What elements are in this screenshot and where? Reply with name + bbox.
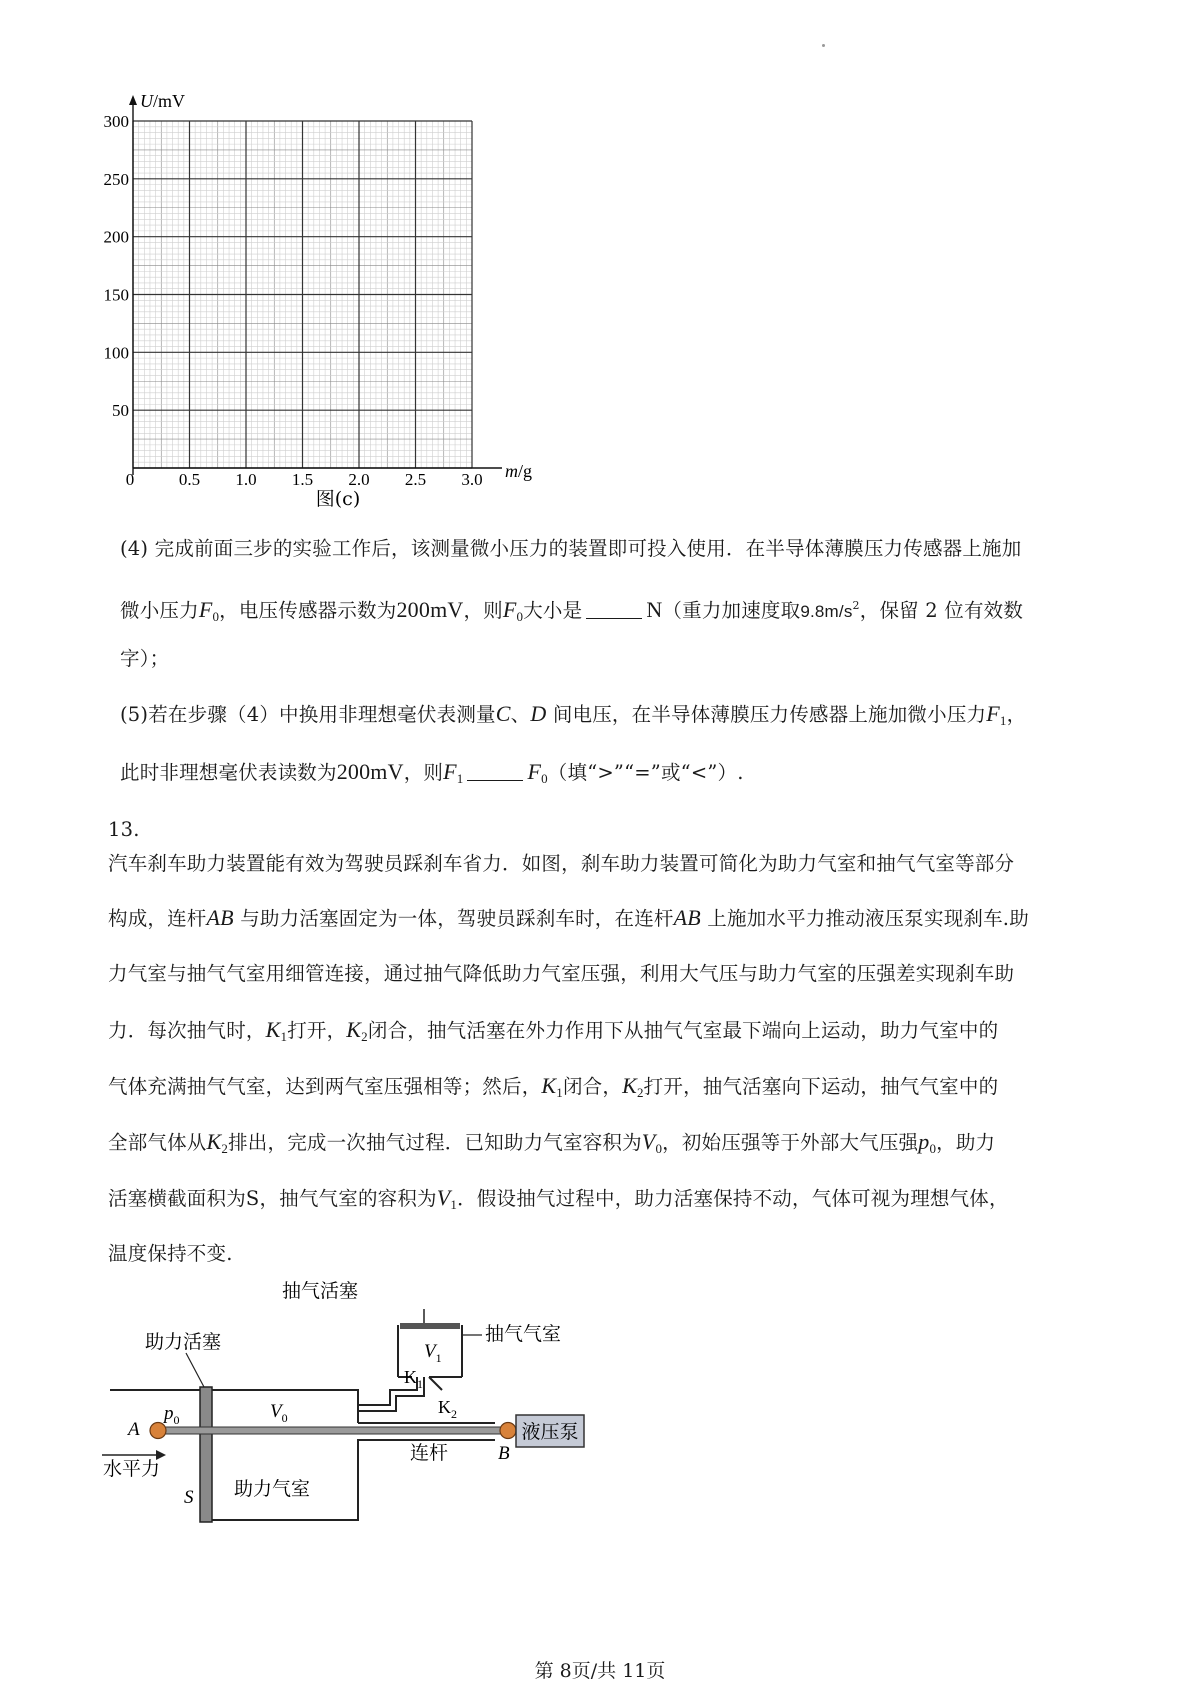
q13-line7: 活塞横截面积为S，抽气气室的容积为$V_1$．假设抽气过程中，助力活塞保持不动，气体可视为理想气体， <box>108 1185 1009 1212</box>
answer-blank-f0[interactable] <box>586 600 642 619</box>
rod-label: 连杆 <box>410 1442 449 1464</box>
y-tick-label: 150 <box>103 285 129 305</box>
x-tick-label: 2.5 <box>404 470 427 489</box>
point-b-ball <box>500 1423 516 1439</box>
q4-line2: 微小压力$F_0$，电压传感器示数为200mV，则$F_0$大小是 N（重力加速度取$9.8m/s^2$，保留 2 位有效数 <box>120 597 1024 624</box>
label-v0: $V_0$ <box>270 1401 288 1425</box>
y-tick-label: 50 <box>112 401 129 421</box>
booster-chamber-label: 助力气室 <box>234 1478 311 1500</box>
label-k2: $K_2$ <box>438 1397 457 1421</box>
pump-piston-label: 抽气活塞 <box>282 1280 359 1302</box>
hydraulic-pump-label: 液压泵 <box>521 1421 579 1443</box>
y-axis-arrow <box>129 95 137 105</box>
q13-line3: 力气室与抽气气室用细管连接，通过抽气降低助力气室压强，利用大气压与助力气室的压强差实现刹车助 <box>108 962 1015 985</box>
point-a-ball <box>150 1423 166 1439</box>
label-s: S <box>184 1487 194 1508</box>
q13-line2: 构成，连杆AB 与助力活塞固定为一体，驾驶员踩刹车时，在连杆AB 上施加水平力推动液压泵实现刹车.助 <box>108 905 1029 930</box>
q13-line8: 温度保持不变. <box>108 1242 233 1265</box>
label-a: A <box>128 1419 140 1440</box>
pump-piston <box>400 1323 460 1329</box>
label-v1: $V_1$ <box>424 1341 442 1365</box>
x-axis-label: m/g <box>505 461 533 481</box>
valve-k2 <box>429 1377 442 1390</box>
x-tick-label: 2.0 <box>348 470 370 489</box>
label-p0: $p_0$ <box>164 1403 180 1427</box>
q5-line1: (5)若在步骤（4）中换用非理想毫伏表测量C、D 间电压，在半导体薄膜压力传感器上施加微小压力$F_1$， <box>120 701 1027 728</box>
pump-chamber-label: 抽气气室 <box>485 1323 562 1345</box>
q5-line2: 此时非理想毫伏表读数为200mV，则$F_1$ $F_0$（填“>”“=”或“<”）. <box>120 759 744 786</box>
label-k1: $K_1$ <box>404 1367 423 1391</box>
brake-booster-diagram <box>100 1280 660 1550</box>
origin-label: 0 <box>125 470 135 489</box>
y-tick-label: 100 <box>103 343 129 363</box>
page-mark-dot <box>822 44 825 47</box>
horizontal-force-label: 水平力 <box>103 1458 161 1480</box>
y-tick-label: 300 <box>103 112 129 131</box>
q4-line1: (4) 完成前面三步的实验工作后，该测量微小压力的装置即可投入使用．在半导体薄膜压力传感器上施加 <box>120 537 1022 560</box>
figure-caption: 图(c) <box>315 488 361 510</box>
booster-piston-label: 助力活塞 <box>145 1331 222 1353</box>
q13-number: 13. <box>108 818 140 841</box>
y-axis-label: U/mV <box>140 91 186 111</box>
q13-line5: 气体充满抽气气室，达到两气室压强相等；然后，$K_1$闭合，$K_2$打开，抽气活塞向下运动，抽气气室中的 <box>108 1073 999 1100</box>
x-tick-label: 1.0 <box>235 470 257 489</box>
y-tick-label: 200 <box>103 227 129 247</box>
graph-paper-figure <box>100 91 580 555</box>
label-b: B <box>498 1443 510 1464</box>
x-tick-label: 0.5 <box>178 470 201 489</box>
booster-top-wall <box>110 1390 368 1405</box>
booster-piston <box>200 1387 212 1522</box>
booster-piston-leader <box>186 1353 204 1387</box>
page-footer: 第 8页/共 11页 <box>534 1660 666 1682</box>
answer-blank-compare[interactable] <box>467 762 523 781</box>
x-tick-label: 1.5 <box>291 470 314 489</box>
connecting-rod <box>162 1427 508 1434</box>
q13-line1: 汽车刹车助力装置能有效为驾驶员踩刹车省力．如图，刹车助力装置可简化为助力气室和抽气气室等部分 <box>108 852 1015 875</box>
q13-line4: 力．每次抽气时，$K_1$打开，$K_2$闭合，抽气活塞在外力作用下从抽气气室最下端向上运动，助力气室中的 <box>108 1017 999 1044</box>
y-tick-label: 250 <box>103 169 129 189</box>
q13-line6: 全部气体从$K_2$排出，完成一次抽气过程．已知助力气室容积为$V_0$，初始压强等于外部大气压强$p_0$，助力 <box>108 1129 996 1156</box>
q4-line3: 字）； <box>120 647 170 670</box>
q4-number: (4) <box>120 537 149 560</box>
x-tick-label: 3.0 <box>461 470 483 489</box>
